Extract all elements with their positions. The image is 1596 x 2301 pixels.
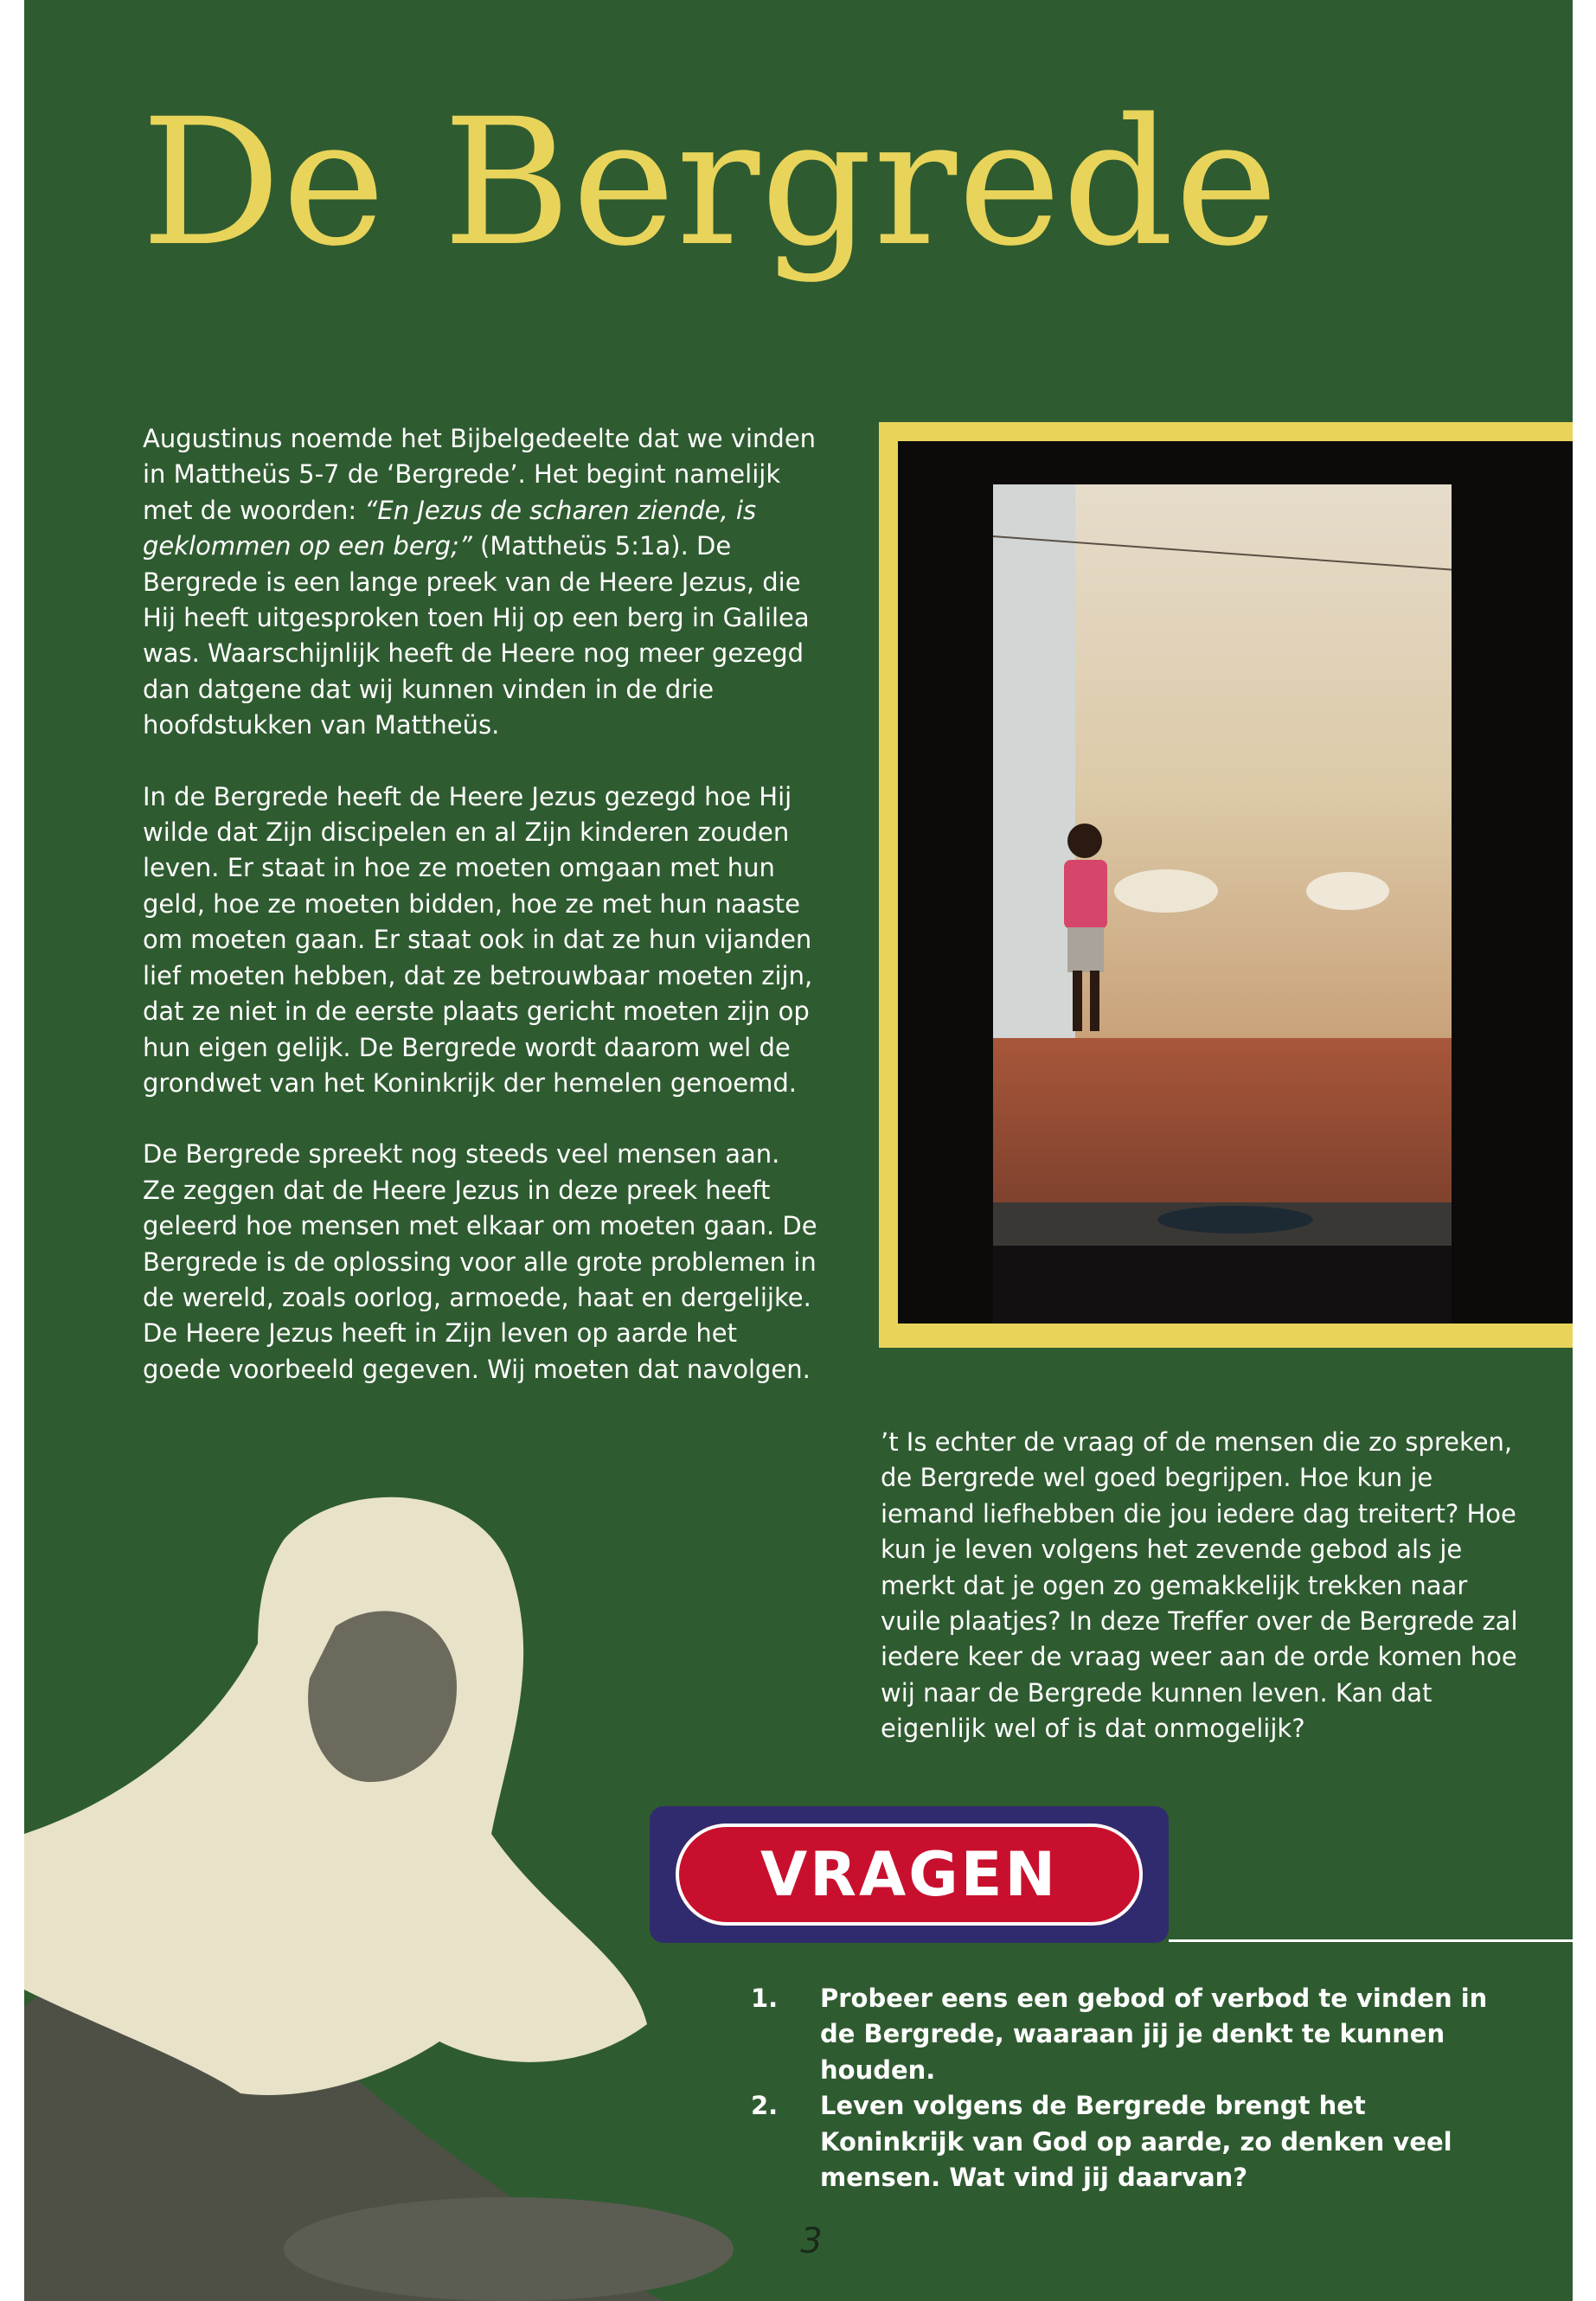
page-number: 3: [800, 2221, 823, 2261]
question-item: [751, 1981, 1512, 2088]
question-number: 2.: [751, 2091, 779, 2121]
question-item: [751, 2088, 1512, 2195]
photo-boy-in-doorway: [898, 441, 1573, 1324]
doorway-illustration: [898, 441, 1573, 1324]
vragen-banner: [650, 1806, 1169, 1943]
intro-text-column: [143, 421, 817, 1423]
bible-quote: “En Jezus de scharen ziende, is geklommen op een berg;”: [143, 495, 757, 561]
continuation-text-column: [881, 1425, 1525, 1783]
vragen-label: VRAGEN: [676, 1823, 1143, 1926]
paragraph-1-start: Augustinus noemde het Bijbelgedeelte dat we vinden in Mattheüs 5-7 de ‘Bergrede’. Het begint namelijk met de woorden:: [143, 424, 817, 525]
question-list: [751, 1981, 1512, 2195]
paragraph-4: ’t Is echter de vraag of de mensen die zo spreken, de Bergrede wel goed begrijpen. Hoe kun je iemand liefhebben die jou iedere dag treitert? Hoe kun je leven volgens het zevende gebod als je merkt dat je ogen zo gemakkelijk trekken naar vuile plaatjes? In deze Treffer over de Bergrede zal iedere keer de vraag weer aan de orde komen hoe wij naar de Bergrede kunnen leven. Kan dat eigenlijk wel of is dat onmogelijk?: [881, 1427, 1518, 1744]
question-text: Leven volgens de Bergrede brengt het Koninkrijk van God op aarde, zo denken veel mensen. Wat vind jij daarvan?: [820, 2091, 1452, 2193]
page: [24, 0, 1573, 2301]
paragraph-1-end: (Mattheüs 5:1a). De Bergrede is een lange preek van de Heere Jezus, die Hij heeft uitgesproken toen Hij op een berg in Galilea was. Waarschijnlijk heeft de Heere nog meer gezegd dan datgene dat wij kunnen vinden in de drie hoofdstukken van Mattheüs.: [143, 531, 810, 740]
question-text: Probeer eens een gebod of verbod te vinden in de Bergrede, waaraan jij je denkt te kunnen houden.: [820, 1984, 1488, 2085]
section-rule: [1169, 1939, 1573, 1942]
page-title: De Bergrede: [141, 80, 1279, 285]
paragraph-3: De Bergrede spreekt nog steeds veel mensen aan. Ze zeggen dat de Heere Jezus in deze preek heeft geleerd hoe mensen met elkaar om moeten gaan. De Bergrede is de oplossing voor alle grote problemen in de wereld, zoals oorlog, armoede, haat en dergelijke. De Heere Jezus heeft in Zijn leven op aarde het goede voorbeeld gegeven. Wij moeten dat navolgen.: [143, 1139, 817, 1384]
question-number: 1.: [751, 1984, 779, 2013]
paragraph-1: [143, 421, 817, 744]
paragraph-2: In de Bergrede heeft de Heere Jezus gezegd hoe Hij wilde dat Zijn discipelen en al Zijn kinderen zouden leven. Er staat in hoe ze moeten omgaan met hun geld, hoe ze moeten bidden, hoe ze met hun naaste om moeten gaan. Er staat ook in dat ze hun vijanden lief moeten hebben, dat ze betrouwbaar moeten zijn, dat ze niet in de eerste plaats gericht moeten zijn op hun eigen gelijk. De Bergrede wordt daarom wel de grondwet van het Koninkrijk der hemelen genoemd.: [143, 781, 813, 1098]
